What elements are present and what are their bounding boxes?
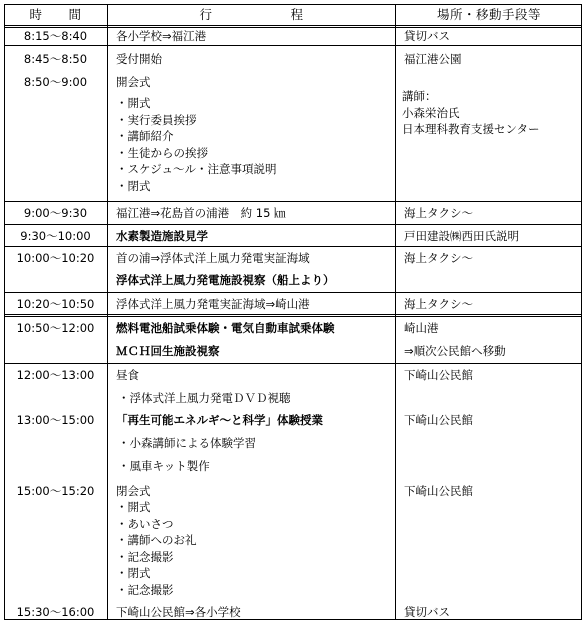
- place-cell: 戸田建設㈱西田氏説明: [404, 229, 519, 243]
- place-cell: 海上タクシ～: [404, 206, 473, 220]
- column-divider: [107, 4, 108, 620]
- lecturer-info: [402, 88, 540, 138]
- time-cell: 9:30～10:00: [20, 229, 91, 243]
- activity-cell: 水素製造施設見学: [116, 229, 208, 243]
- activity-cell: ・小森講師による体験学習: [118, 436, 256, 450]
- place-cell: 海上タクシ～: [404, 297, 473, 311]
- place-cell: 下崎山公民館: [404, 413, 473, 427]
- place-cell: 下崎山公民館: [404, 368, 473, 382]
- list-item: ・講師へのお礼: [116, 533, 197, 547]
- activity-cell: 首の浦⇒浮体式洋上風力発電実証海域: [116, 251, 310, 265]
- list-item: ・スケジュ～ル・注意事項説明: [116, 162, 277, 176]
- place-cell: 海上タクシ～: [404, 251, 473, 265]
- list-item: ・開式: [116, 96, 151, 110]
- place-cell: ⇒順次公民館へ移動: [404, 344, 506, 358]
- time-cell: 15:30～16:00: [16, 605, 95, 619]
- closing-items: [116, 499, 197, 598]
- activity-cell: ＭＣＨ回生施設視察: [116, 344, 220, 358]
- activity-cell: 受付開始: [116, 52, 162, 66]
- lecturer-org: 日本理科教育支援センター: [402, 122, 540, 136]
- row-divider: [4, 292, 582, 293]
- list-item: ・実行委員挨拶: [116, 112, 197, 127]
- activity-cell: 昼食: [116, 368, 139, 382]
- time-cell: 10:50～12:00: [16, 321, 95, 335]
- place-cell: 崎山港: [404, 321, 439, 335]
- row-divider: [4, 314, 582, 317]
- list-item: ・生徒からの挨拶: [116, 145, 208, 160]
- activity-cell: ・風車キット製作: [118, 459, 210, 473]
- row-divider: [4, 363, 582, 364]
- header-activity: 行 程: [199, 7, 304, 22]
- place-cell: 下崎山公民館: [404, 484, 473, 498]
- lecturer-label: 講師：: [402, 89, 437, 103]
- time-cell: 8:45～8:50: [23, 52, 88, 66]
- activity-cell: ・浮体式洋上風力発電ＤＶＤ視聴: [118, 391, 291, 405]
- time-cell: 8:15～8:40: [23, 29, 88, 43]
- activity-cell: 福江港⇒花島首の浦港 約 15 ㎞: [116, 206, 286, 220]
- list-item: ・閉式: [116, 178, 151, 193]
- activity-cell: 各小学校⇒福江港: [116, 29, 207, 43]
- row-divider: [4, 246, 582, 247]
- activity-cell: 下崎山公民館⇒各小学校: [116, 605, 241, 619]
- place-cell: 福江港公園: [404, 52, 462, 66]
- lecturer-name: 小森栄治氏: [402, 105, 460, 120]
- header-time: 時 間: [29, 7, 82, 22]
- activity-cell: 閉会式: [116, 484, 151, 498]
- list-item: ・記念撮影: [116, 582, 174, 597]
- activity-cell: 燃料電池船試乗体験・電気自動車試乗体験: [116, 321, 335, 335]
- list-item: ・閉式: [116, 566, 151, 580]
- place-cell: 貸切バス: [404, 605, 450, 619]
- time-cell: 13:00～15:00: [16, 413, 95, 427]
- time-cell: 15:00～15:20: [16, 484, 95, 498]
- list-item: ・開式: [116, 500, 151, 514]
- time-cell: 9:00～9:30: [23, 206, 88, 220]
- time-cell: 10:20～10:50: [16, 297, 95, 311]
- time-cell: 8:50～9:00: [23, 75, 88, 89]
- activity-cell: 「再生可能エネルギ～と科学」体験授業: [116, 413, 323, 427]
- row-divider: [4, 224, 582, 225]
- activity-cell: 浮体式洋上風力発電実証海域⇒崎山港: [116, 297, 310, 311]
- list-item: ・講師紹介: [116, 129, 174, 143]
- place-cell: 貸切バス: [404, 29, 450, 43]
- header-place: 場所・移動手段等: [436, 7, 541, 22]
- row-divider: [4, 45, 582, 46]
- ceremony-items: [116, 95, 277, 194]
- list-item: ・記念撮影: [116, 549, 174, 564]
- activity-cell: 開会式: [116, 75, 151, 89]
- activity-cell: 浮体式洋上風力発電施設視察（船上より）: [116, 273, 335, 287]
- time-cell: 12:00～13:00: [16, 368, 95, 382]
- list-item: ・あいさつ: [116, 516, 174, 531]
- time-cell: 10:00～10:20: [16, 251, 95, 265]
- row-divider: [4, 201, 582, 202]
- column-divider: [395, 4, 396, 620]
